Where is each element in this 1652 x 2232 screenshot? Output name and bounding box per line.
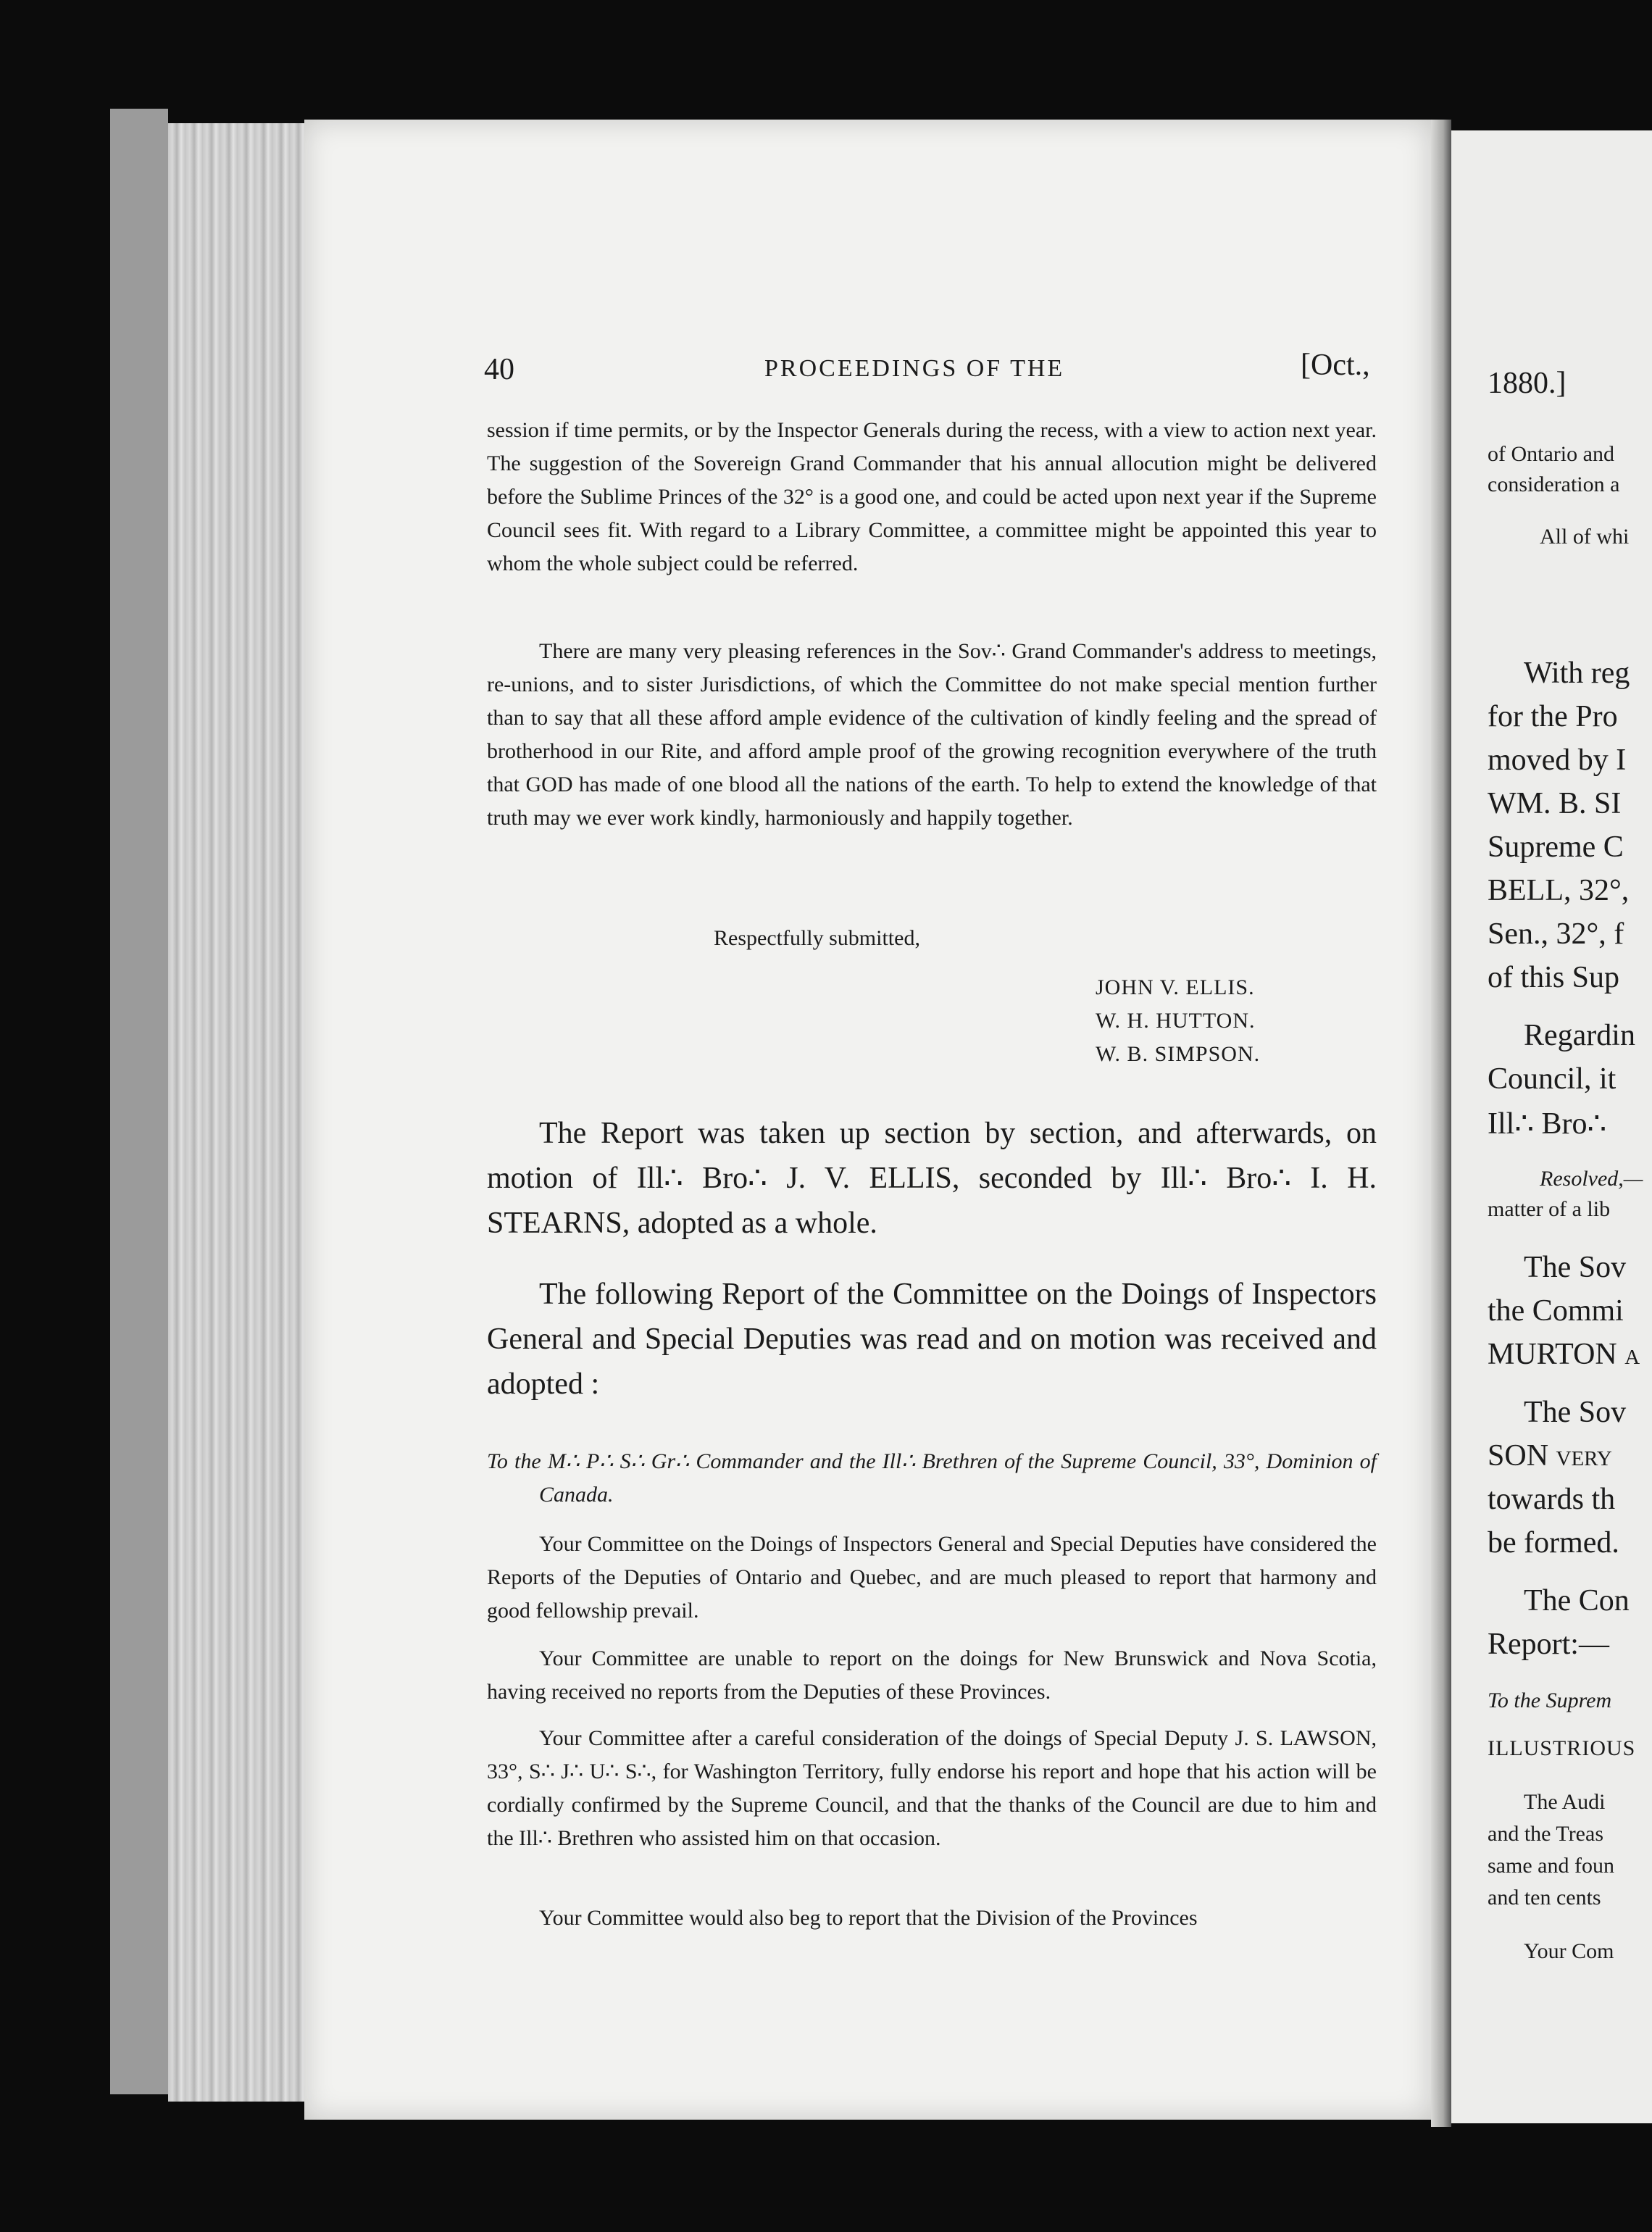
paragraph: session if time permits, or by the Inspector Generals during the recess, with a view to action next year. The suggestion of the Sovereign Grand Commander that his annual allocution might be delivered before the Sublime Princes of the 32° is a good one, and could be acted upon next year if the Supreme Council sees fit. With regard to a Library Committee, a committee might be appointed this year to whom the whole subject could be referred. (487, 418, 1377, 575)
text-line: and the Treas (1488, 1822, 1603, 1846)
text-line: Resolved,— (1540, 1167, 1643, 1191)
text-line: ILLUSTRIOUS (1488, 1736, 1636, 1760)
text-line: of this Sup (1488, 961, 1620, 994)
signatory: JOHN V. ELLIS. (1096, 975, 1255, 999)
text-line: SON very (1488, 1439, 1612, 1473)
text-line: MURTON a (1488, 1338, 1640, 1371)
text-line: Council, it (1488, 1062, 1616, 1096)
text-line: and ten cents (1488, 1886, 1601, 1910)
book-page-edges (168, 123, 306, 2102)
text-line: moved by I (1488, 744, 1627, 777)
text-line: To the Suprem (1488, 1688, 1612, 1712)
text-line: The Sov (1524, 1396, 1627, 1429)
signatory: W. H. HUTTON. (1096, 1009, 1256, 1033)
page-number: 40 (484, 353, 514, 386)
text-line: BELL, 32°, (1488, 874, 1630, 907)
text-line: matter of a lib (1488, 1197, 1611, 1221)
running-head: PROCEEDINGS OF THE (764, 355, 1065, 382)
text-line: The Sov (1524, 1251, 1627, 1284)
text-line: the Commi (1488, 1294, 1624, 1328)
report-paragraph: Your Committee after a careful consideration of the doings of Special Deputy J. S. LAWSON, 33°, S∴ J∴ U∴ S∴, for Washington Territory, fully endorse his report and hope that his action will be cordially confirmed by the Supreme Council, and that the thanks of the Council are due to him and the Ill∴ Brethren who assisted him on that occasion. (487, 1726, 1377, 1850)
text-line: for the Pro (1488, 700, 1618, 733)
signatory: W. B. SIMPSON. (1096, 1042, 1261, 1066)
text-line: Supreme C (1488, 830, 1624, 864)
text-line: The Con (1524, 1584, 1630, 1617)
book-gutter (1431, 120, 1451, 2127)
text-line: consideration a (1488, 472, 1620, 496)
report-paragraph: Your Committee would also beg to report that the Division of the Provinces (539, 1906, 1198, 1930)
report-paragraph: Your Committee are unable to report on the doings for New Brunswick and Nova Scotia, having received no reports from the Deputies of these Provinces. (487, 1646, 1377, 1704)
text-line: All of whi (1540, 525, 1630, 549)
right-page (1451, 130, 1652, 2123)
paragraph: There are many very pleasing references in the Sov∴ Grand Commander's address to meetings, re-unions, and to sister Jurisdictions, of which the Committee do not make special mention further than to say that all these afford ample evidence of the cultivation of kindly feeling and the spread of brotherhood in our Rite, and afford ample proof of the growing recognition everywhere of the truth that GOD has made of one blood all the nations of the earth. To help to extend the knowledge of that truth may we ever work kindly, harmoniously and happily together. (487, 639, 1377, 830)
text-line: towards th (1488, 1483, 1616, 1516)
text-line: Ill∴ Bro∴ (1488, 1107, 1607, 1141)
address: To the M∴ P∴ S∴ Gr∴ Commander and the Ill∴ Brethren of the Supreme Council, 33°, Dominion of Canada. (487, 1449, 1377, 1507)
large-paragraph: The following Report of the Committee on the Doings of Inspectors General and Special Deputies was read and on motion was received and adopted : (487, 1278, 1377, 1401)
text-line: Report:— (1488, 1628, 1609, 1661)
text-line: Sen., 32°, f (1488, 917, 1624, 951)
text-line: With reg (1524, 657, 1630, 690)
text-line: Your Com (1524, 1939, 1614, 1963)
text-line: The Audi (1524, 1790, 1606, 1814)
text-line: same and foun (1488, 1854, 1614, 1878)
closing-line: Respectfully submitted, (714, 926, 920, 950)
large-paragraph: The Report was taken up section by section, and afterwards, on motion of Ill∴ Bro∴ J. V. ELLIS, seconded by Ill∴ Bro∴ I. H. STEARNS, adopted as a whole. (487, 1117, 1377, 1240)
text-line: be formed. (1488, 1526, 1619, 1560)
date-head: [Oct., (1301, 349, 1370, 382)
text-line: WM. B. SI (1488, 787, 1622, 820)
text-line: Regardin (1524, 1019, 1635, 1052)
text-line: of Ontario and (1488, 442, 1614, 466)
report-paragraph: Your Committee on the Doings of Inspectors General and Special Deputies have considered the Reports of the Deputies of Ontario and Quebec, and are much pleased to report that harmony and good fellowship prevail. (487, 1532, 1377, 1623)
date-head: 1880.] (1488, 367, 1567, 400)
book-edge-shadow (110, 109, 168, 2094)
